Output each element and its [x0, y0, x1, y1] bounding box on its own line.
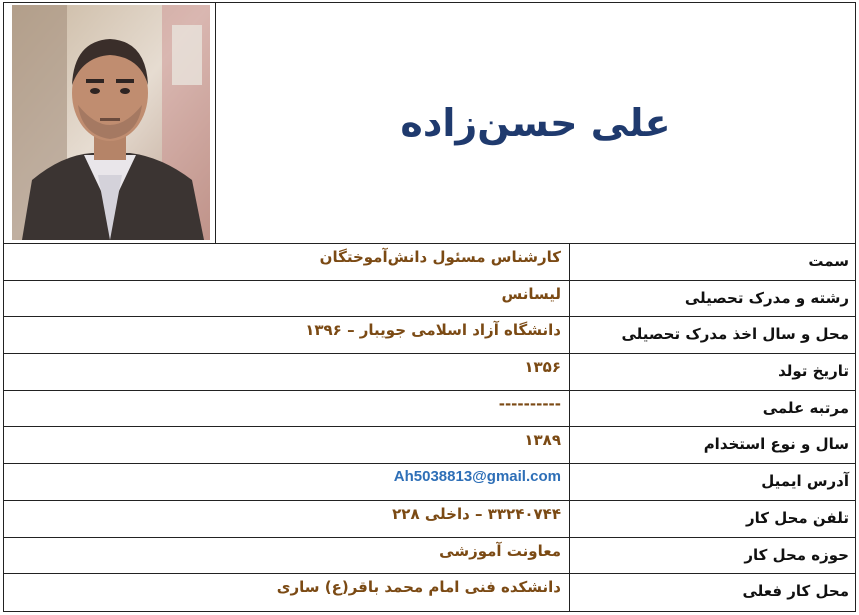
table-row — [4, 464, 855, 501]
person-name: علی حسن‌زاده — [400, 101, 671, 145]
field-value: ۱۳۵۶ — [524, 358, 561, 377]
field-label: تلفن محل کار — [569, 501, 855, 537]
photo-cell — [4, 3, 216, 243]
profile-header — [4, 3, 855, 244]
field-label: سال و نوع استخدام — [569, 427, 855, 463]
table-row — [4, 501, 855, 538]
info-table — [4, 244, 855, 611]
table-row — [4, 574, 855, 611]
field-value: ۳۳۲۴۰۷۴۴ – داخلی ۲۲۸ — [392, 504, 561, 523]
table-row — [4, 317, 855, 354]
profile-photo — [12, 5, 210, 240]
table-row — [4, 538, 855, 575]
field-value: دانشگاه آزاد اسلامی جویبار – ۱۳۹۶ — [305, 321, 561, 340]
field-label: حوزه محل کار — [569, 538, 855, 574]
field-label: سمت — [569, 244, 855, 280]
table-row — [4, 281, 855, 318]
field-label: محل و سال اخذ مدرک تحصیلی — [569, 317, 855, 353]
table-row — [4, 391, 855, 428]
profile-sheet — [3, 2, 856, 612]
field-label: تاریخ تولد — [569, 354, 855, 390]
field-label: آدرس ایمیل — [569, 464, 855, 500]
field-value: ۱۳۸۹ — [524, 431, 561, 450]
field-value: لیسانس — [501, 284, 561, 303]
table-row — [4, 244, 855, 281]
field-value: ---------- — [498, 394, 561, 413]
field-value: کارشناس مسئول دانش‌آموختگان — [319, 248, 561, 266]
table-row — [4, 427, 855, 464]
field-label: محل کار فعلی — [569, 574, 855, 611]
field-value: دانشکده فنی امام محمد باقر(ع) ساری — [276, 578, 561, 597]
email-link[interactable]: Ah5038813@gmail.com — [393, 468, 561, 486]
field-label: رشته و مدرک تحصیلی — [569, 281, 855, 317]
field-value: معاونت آموزشی — [439, 541, 561, 560]
field-label: مرتبه علمی — [569, 391, 855, 427]
table-row — [4, 354, 855, 391]
